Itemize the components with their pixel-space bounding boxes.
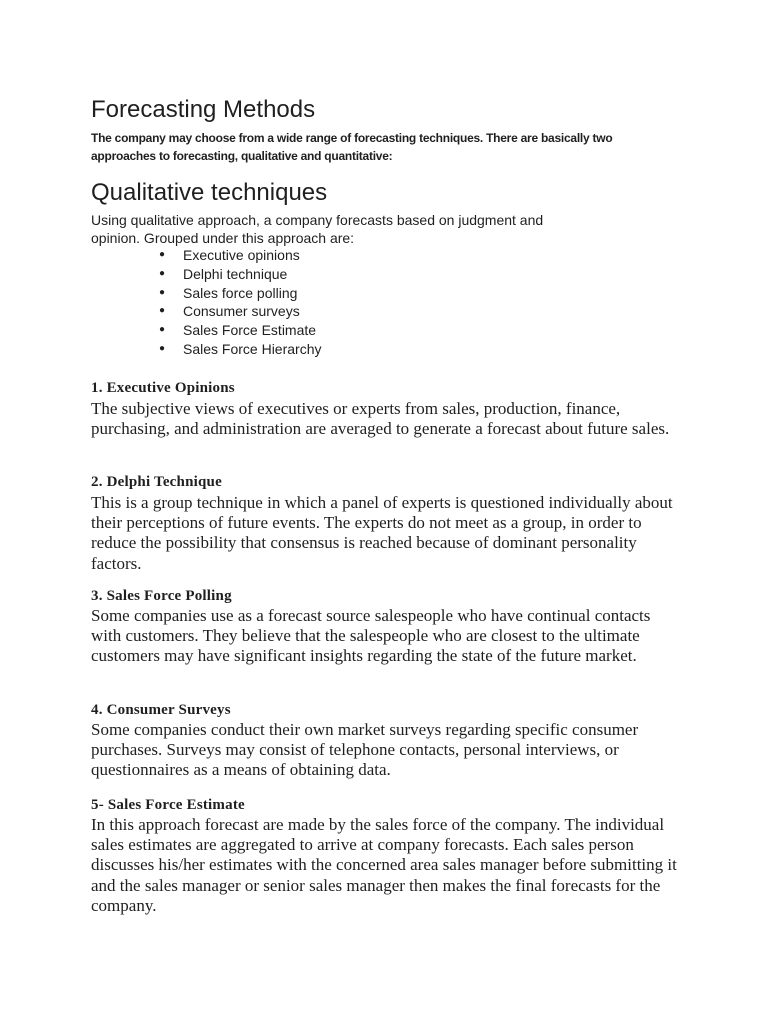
bullet-icon: ● xyxy=(159,286,166,298)
section-body-delphi-technique: This is a group technique in which a panel of experts is questioned individually about their perceptions of future events. The experts do not meet as a group, in order to reduce the possibility that consensus is reached because of dominant personality factors. xyxy=(91,493,673,573)
list-item: ● Consumer surveys xyxy=(159,303,300,320)
bullet-icon: ● xyxy=(159,342,166,354)
section-body-executive-opinions: The subjective views of executives or experts from sales, production, finance, purchasing, and administration are averaged to generate a forecast about future sales. xyxy=(91,399,670,439)
section-heading-sales-force-polling: 3. Sales Force Polling xyxy=(91,588,232,604)
bullet-icon: ● xyxy=(159,249,166,260)
section-heading-executive-opinions: 1. Executive Opinions xyxy=(91,380,235,396)
qualitative-description: Using qualitative approach, a company forecasts based on judgment and opinion. Grouped under this approach are: xyxy=(91,212,544,246)
intro-paragraph: The company may choose from a wide range of forecasting techniques. There are basically two approaches to forecasting, qualitative and quantitative: xyxy=(91,131,613,163)
list-item: ● Executive opinions xyxy=(159,247,300,263)
bullet-icon: ● xyxy=(159,324,166,336)
section-heading-sales-force-estimate: 5- Sales Force Estimate xyxy=(91,797,245,813)
bullet-icon: ● xyxy=(159,305,166,317)
section-body-sales-force-polling: Some companies use as a forecast source salespeople who have continual contacts with customers. They believe that the salespeople who are closest to the ultimate customers may have significant insights regarding the state of the future market. xyxy=(91,606,651,666)
page-title: Forecasting Methods xyxy=(91,96,316,123)
techniques-list xyxy=(159,246,322,359)
qualitative-heading: Qualitative techniques xyxy=(91,179,328,206)
section-body-consumer-surveys: Some companies conduct their own market surveys regarding specific consumer purchases. Surveys may consist of telephone contacts, personal interviews, or questionnaires as a means of obtaining data. xyxy=(91,720,639,780)
list-item: ● Sales Force Estimate xyxy=(159,322,317,339)
section-heading-consumer-surveys: 4. Consumer Surveys xyxy=(91,702,231,718)
list-item: ● Sales Force Hierarchy xyxy=(159,340,322,357)
list-item: ● Delphi technique xyxy=(159,265,288,282)
bullet-icon: ● xyxy=(159,267,166,279)
section-heading-delphi-technique: 2. Delphi Technique xyxy=(91,474,222,490)
list-item: ● Sales force polling xyxy=(159,284,298,301)
section-body-sales-force-estimate: In this approach forecast are made by the sales force of the company. The individual sales estimates are aggregated to arrive at company forecasts. Each sales person discusses his/her estimates with the concerned area sales manager before submitting it and the sales manager or senior sales manager then makes the final forecasts for the company. xyxy=(91,815,677,915)
